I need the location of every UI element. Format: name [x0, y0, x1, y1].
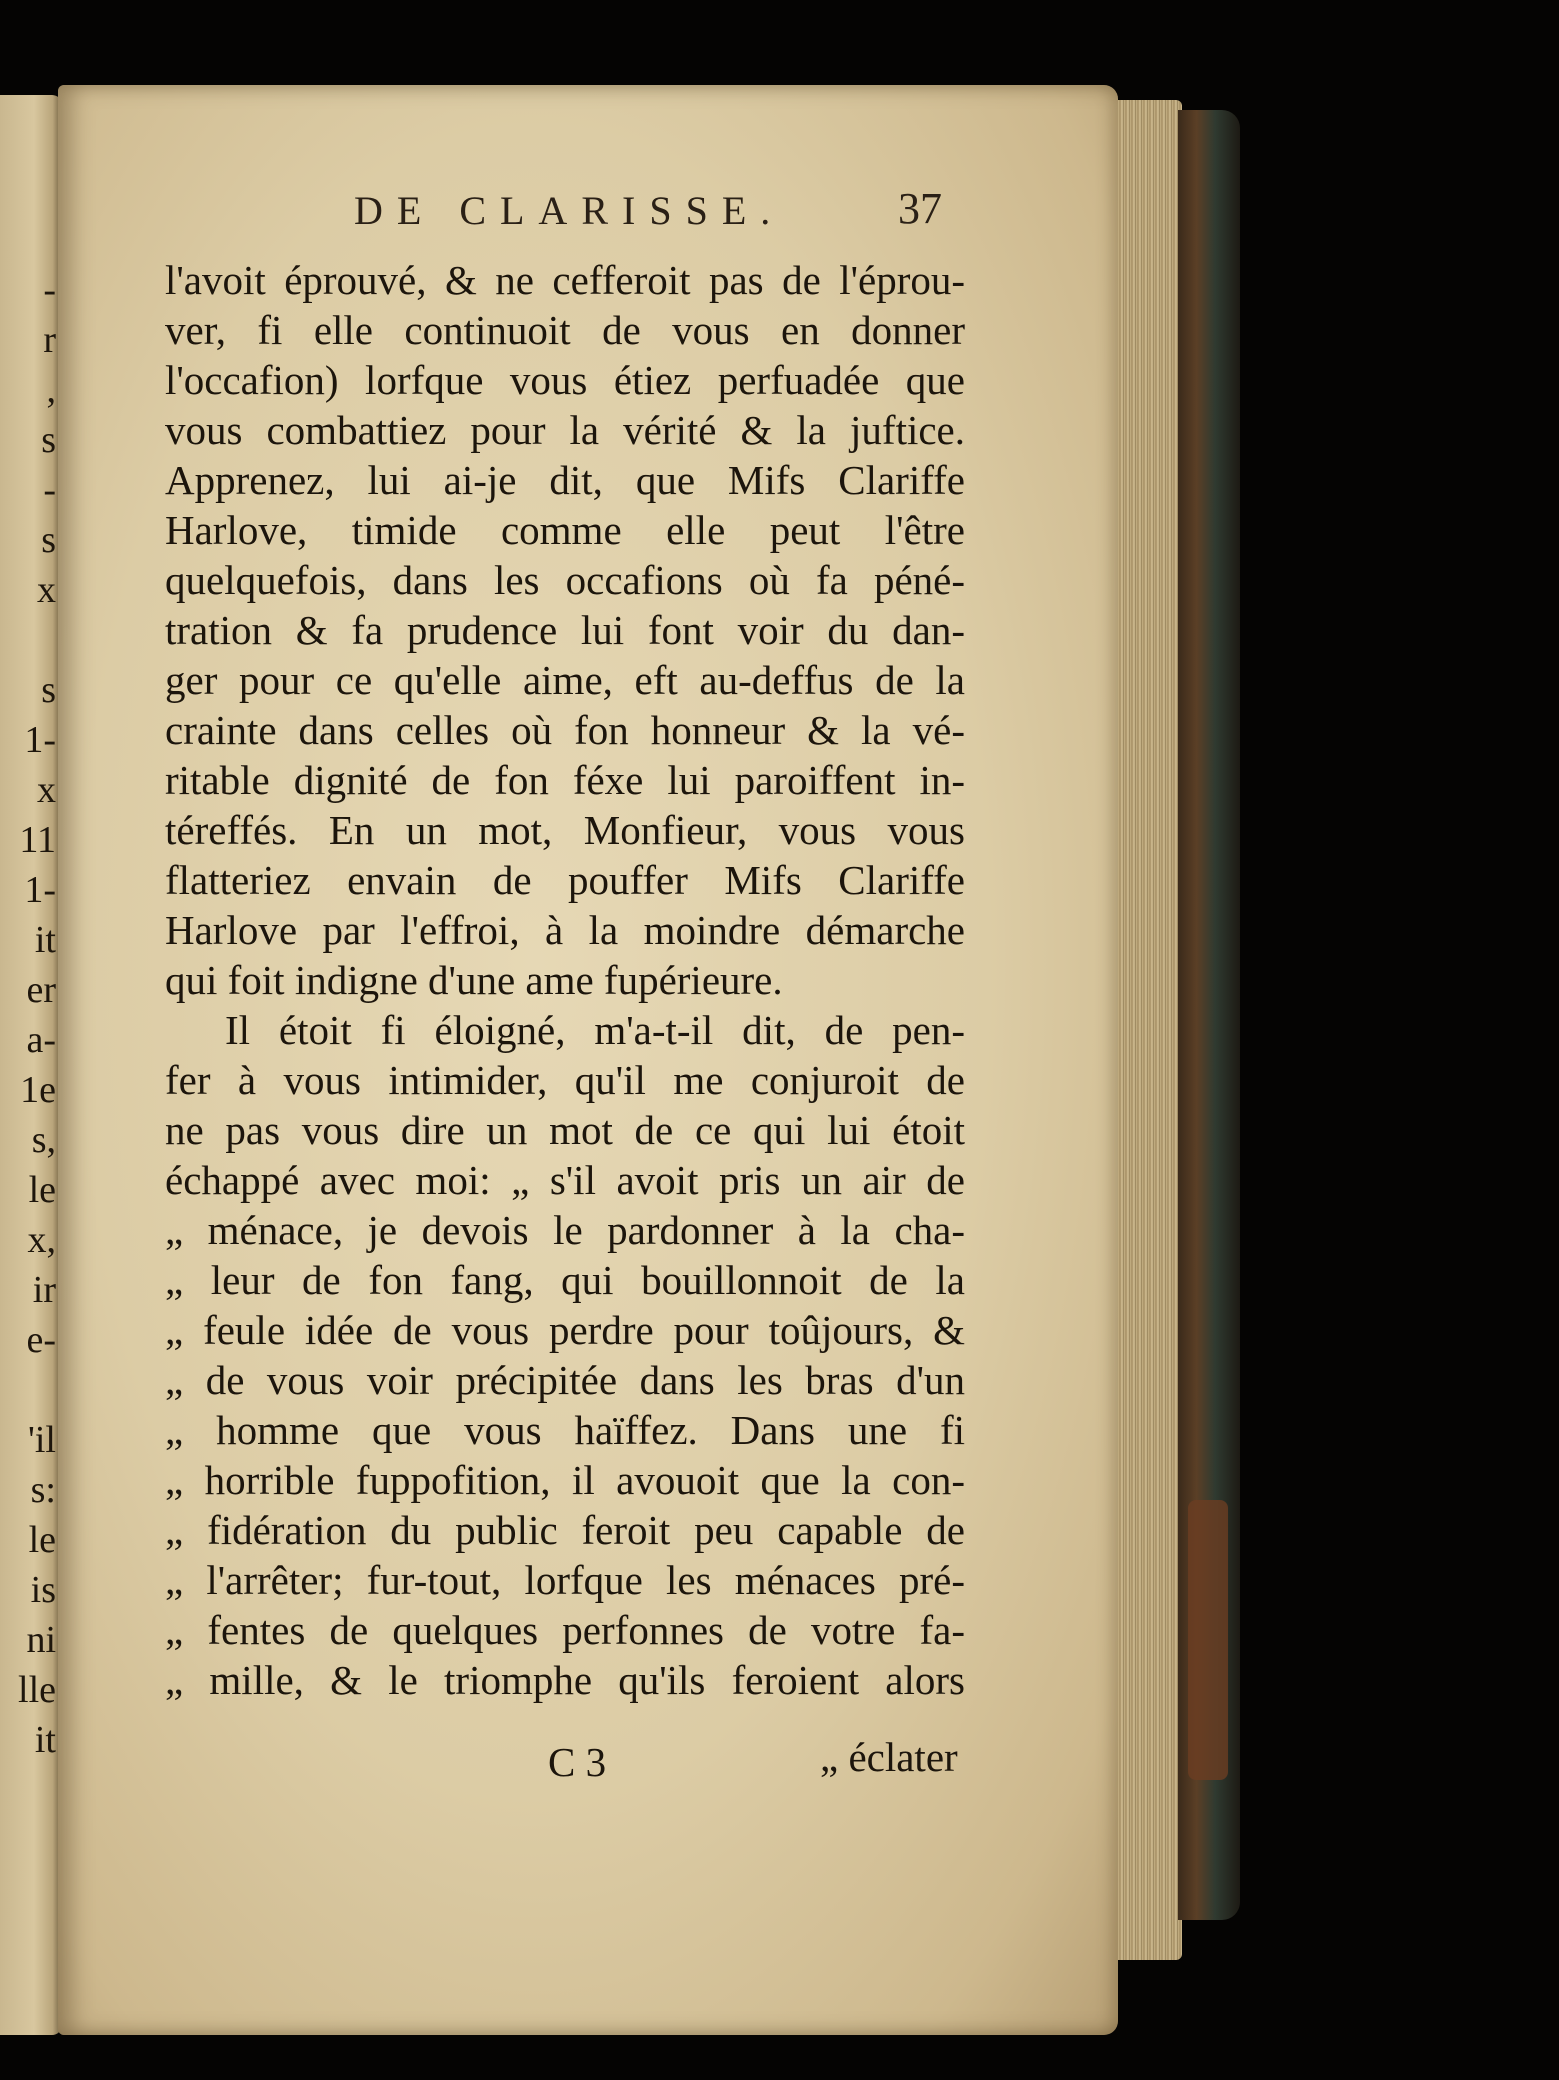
body-text	[165, 255, 965, 1705]
text-line: quelquefois, dans les occafions où fa péné-	[165, 557, 965, 603]
previous-page-fragment: it	[34, 919, 56, 961]
text-line: „ mille, & le triomphe qu'ils feroient alors	[165, 1657, 965, 1703]
previous-page-fragment: s	[41, 419, 56, 461]
text-line: ger pour ce qu'elle aime, eft au-deffus de la	[165, 657, 965, 703]
previous-page-fragment: s,	[31, 1119, 56, 1161]
text-line: „ horrible fuppofition, il avouoit que la con-	[165, 1457, 965, 1503]
text-line: „ fidération du public feroit peu capable de	[165, 1507, 965, 1553]
previous-page-fragment: 1-	[24, 869, 56, 911]
previous-page-fragment: x	[37, 769, 56, 811]
text-line: ver, fi elle continuoit de vous en donner	[165, 307, 965, 353]
text-line: vous combattiez pour la vérité & la juftice.	[165, 407, 965, 453]
previous-page-fragment: it	[34, 1719, 56, 1761]
previous-page-fragment: lle	[18, 1669, 56, 1711]
text-line: ritable dignité de fon féxe lui paroiffent in-	[165, 757, 965, 803]
text-line: fer à vous intimider, qu'il me conjuroit de	[165, 1057, 965, 1103]
catchword: „ éclater	[820, 1734, 958, 1780]
text-line: flatteriez envain de pouffer Mifs Clariffe	[165, 857, 965, 903]
previous-page-fragment: 'il	[28, 1419, 56, 1461]
running-head: DE CLARISSE.	[354, 188, 785, 233]
page-fore-edge	[1118, 100, 1182, 1960]
text-line: „ fentes de quelques perfonnes de votre fa-	[165, 1607, 965, 1653]
previous-page-fragment: 1-	[24, 719, 56, 761]
previous-page-fragment: le	[28, 1519, 56, 1561]
previous-page-fragment	[0, 1365, 62, 1415]
text-line: échappé avec moi: „ s'il avoit pris un air de	[165, 1157, 965, 1203]
previous-page-fragment: -	[43, 269, 56, 311]
previous-page-fragment: er	[26, 969, 56, 1011]
text-line: Harlove par l'effroi, à la moindre démarche	[165, 907, 965, 953]
previous-page-fragment: ni	[26, 1619, 56, 1661]
signature-mark: C 3	[548, 1739, 607, 1785]
text-line: ne pas vous dire un mot de ce qui lui étoit	[165, 1107, 965, 1153]
text-line: Harlove, timide comme elle peut l'être	[165, 507, 965, 553]
previous-page-fragment: -	[43, 469, 56, 511]
previous-page-fragment: s	[41, 669, 56, 711]
previous-page-fragment: e-	[26, 1319, 56, 1361]
text-line: „ ménace, je devois le pardonner à la cha-	[165, 1207, 965, 1253]
previous-page-fragment: s	[41, 519, 56, 561]
previous-page-fragment: ,	[46, 369, 56, 411]
previous-page-fragment: x	[37, 569, 56, 611]
page-number: 37	[898, 184, 942, 233]
text-line: Apprenez, lui ai-je dit, que Mifs Clariffe	[165, 457, 965, 503]
text-line: qui foit indigne d'une ame fupérieure.	[165, 957, 783, 1003]
text-line: téreffés. En un mot, Monfieur, vous vous	[165, 807, 965, 853]
previous-page-fragment: 11	[19, 819, 56, 861]
previous-page-fragment: is	[30, 1569, 56, 1611]
previous-page-fragment: le	[28, 1169, 56, 1211]
previous-page-fragment: r	[43, 319, 56, 361]
text-line: „ leur de fon fang, qui bouillonnoit de la	[165, 1257, 965, 1303]
previous-page-edge	[0, 95, 62, 2035]
text-line: Il étoit fi éloigné, m'a-t-il dit, de pen-	[225, 1007, 965, 1053]
previous-page-fragment: ir	[32, 1269, 56, 1311]
text-line: tration & fa prudence lui font voir du dan-	[165, 607, 965, 653]
text-line: crainte dans celles où fon honneur & la vé-	[165, 707, 965, 753]
previous-page-fragment: a-	[26, 1019, 56, 1061]
text-line: „ homme que vous haïffez. Dans une fi	[165, 1407, 965, 1453]
previous-page-fragment: 1e	[20, 1069, 56, 1111]
text-line: „ feule idée de vous perdre pour toûjours, &	[165, 1307, 965, 1353]
previous-page-fragment: s:	[30, 1469, 56, 1511]
previous-page-fragment	[0, 615, 62, 665]
previous-page-fragment: x,	[27, 1219, 56, 1261]
cover-leather-spot	[1188, 1500, 1228, 1780]
text-line: „ de vous voir précipitée dans les bras d'un	[165, 1357, 965, 1403]
text-line: „ l'arrêter; fur-tout, lorfque les ménaces pré-	[165, 1557, 965, 1603]
text-line: l'occafion) lorfque vous étiez perfuadée que	[165, 357, 965, 403]
text-line: l'avoit éprouvé, & ne cefferoit pas de l'éprou-	[165, 257, 965, 303]
